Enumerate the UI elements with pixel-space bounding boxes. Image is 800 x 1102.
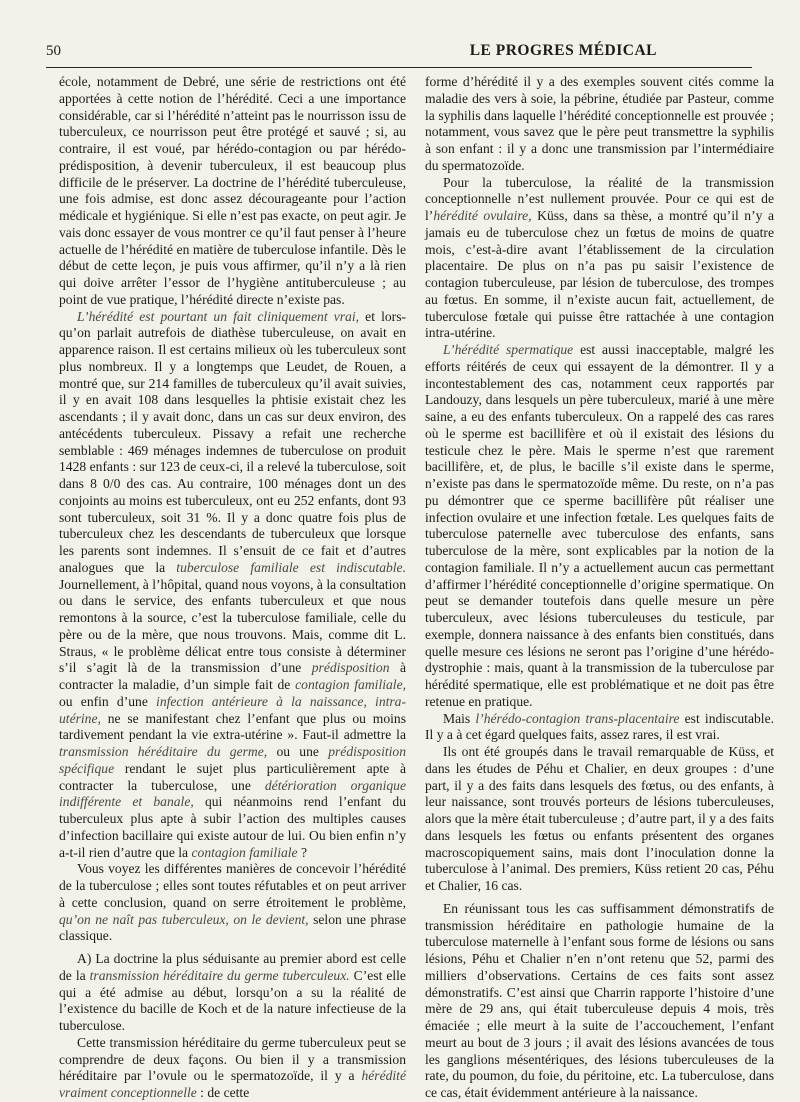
italic-phrase: prédisposition spécifique [59, 744, 406, 776]
italic-phrase: L’hérédité est pourtant un fait cliniquement vrai, [77, 308, 360, 324]
paragraph [59, 309, 406, 862]
text-run: ne se manifestant chez l’enfant que plus ou moins tardivement pendant la vie extra-utérine ». Faut-il admettre la [59, 710, 406, 743]
text-run: selon une phrase classique. [59, 911, 406, 944]
italic-phrase: tuberculose familiale est indiscutable. [176, 559, 406, 575]
italic-phrase: infection antérieure à la naissance, intra-utérine, [59, 693, 407, 726]
paragraph [425, 175, 774, 343]
text-run: Journellement, à l’hôpital, quand nous voyons, à la consultation ou dans le service, des enfants tuberculeux et que nous remontons à la source, c’est la tuberculose familiale, celle du père ou de la mère, que nous trouvons. Mais, comme dit L. Straus, « le problème délicat entre tous consiste à déterminer s’il s’agit là de la transmission d’une [59, 576, 406, 676]
text-run: C’est elle qui a été admise au début, lorsqu’on a su la réalité de l’existence du bacille de Koch et de la nature infectieuse de la tuberculose. [59, 967, 406, 1033]
text-run: ou enfin d’une [59, 693, 157, 709]
paragraph: En réunissant tous les cas suffisamment démonstratifs de transmission héréditaire en pathologie humaine de la tuberculose maternelle à l’enfant sous forme de lésions ou sans lésions, Péhu et Chalier n’en n’ont retenu que 52, parmi des milliers d’observations. Certains de ces faits sont assez démonstratifs. C’est ainsi que Charrin rapporte l’histoire d’une mère de 29 ans, qui était tuberculeuse depuis 4 mois, très émaciée ; elle meurt à la suite de l’accouchement, l’enfant meurt au bout de 3 jours ; il avait des lésions avancées de tous les ganglions mésentériques, des lésions tuberculeuses de la rate, du poumon, du foie, du péritoine, etc. La tuberculose, dans ce cas, était évidemment antérieure à la naissance. [425, 900, 774, 1100]
text-run: Mais [443, 710, 476, 726]
text-run: A) La doctrine la plus séduisante au premier abord est celle de la [59, 951, 406, 983]
text-run: est indiscutable. Il y a à cet égard quelques faits, assez rares, il est vrai. [425, 710, 774, 743]
page-header [46, 42, 752, 64]
italic-phrase: contagion familiale [191, 844, 298, 860]
text-run: rendant le sujet plus particulièrement apte à contracter la tuberculose, une [59, 760, 406, 793]
italic-phrase: transmission héréditaire du germe, [59, 744, 268, 759]
text-run: ? [297, 844, 308, 860]
italic-phrase: prédisposition [311, 660, 390, 676]
italic-phrase: détérioration organique indifférente et banale, [59, 777, 406, 810]
text-run: Küss, dans sa thèse, a montré qu’il n’y a jamais eu de tuberculose chez un fœtus de moins de quatre mois, c’est-à-dire avant l’établissement de la circulation placentaire. De plus on n’a pas pu saisir l’existence de contagion tuberculeuse, par lésion de tuberculose, des trompes au fœtus. En somme, il n’existe aucun fait, actuellement, de tuberculose fœtale qui puisse être rattachée à une contagion intra-utérine. [425, 208, 774, 341]
italic-phrase: contagion familiale, [295, 677, 406, 692]
italic-phrase: transmission héréditaire du germe tuberculeux. [89, 967, 350, 983]
paragraph [59, 1035, 406, 1102]
text-run: Pour la tuberculose, la réalité de la transmission conceptionnelle n’est nullement prouvée. Pour ce qui est de l’ [425, 174, 774, 223]
text-run: ou une [267, 744, 329, 759]
italic-phrase: l’hérédo-contagion trans-placentaire [475, 710, 680, 726]
paragraph: forme d’hérédité il y a des exemples souvent cités comme la maladie des vers à soie, la pébrine, étudiée par Pasteur, comme la syphilis dans laquelle l’hérédité conceptionnelle est prouvée ; notamment, vous savez que le père peut transmettre la syphilis à son enfant : il y a donc une transmission par l’intermédiaire du spermatozoïde. [425, 74, 774, 173]
header-rule [46, 67, 752, 68]
text-run: : de cette [196, 1085, 250, 1100]
paragraph [425, 342, 774, 711]
paragraph [59, 861, 406, 945]
paragraph [59, 951, 406, 1035]
paragraph [425, 711, 774, 745]
paragraph: école, notamment de Debré, une série de restrictions ont été apportées à cette notion de l’hérédité. Ceci a une importance considérable, car si l’hérédité n’atteint pas le nourrisson issu de tuberculeux, ce nourrisson peut être protégé et sauvé ; si, au contraire, il est voué, par hérédo-contagion ou par hérédo-prédisposition, à devenir tuberculeux, il est beaucoup plus difficile de le préserver. La doctrine de l’hérédité tuberculeuse, une fois admise, est donc assez décourageante pour l’action médicale et hygiénique. Si elle n’est pas exacte, on peut agir. Je vais donc essayer de vous montrer ce qu’il faut penser à l’heure actuelle de l’hérédité en matière de tuberculose infantile. Dès le début de cette leçon, je puis vous affirmer, qu’il n’y a là rien qui doive arrêter l’essor de l’hygiène antituberculeuse ; au point de vue pratique, l’hérédité directe n’existe pas. [59, 74, 406, 307]
page-number: 50 [46, 43, 61, 59]
italic-phrase: hérédité ovulaire, [433, 208, 532, 223]
text-run: Cette transmission héréditaire du germe tuberculeux peut se comprendre de deux façons. Ou bien il y a transmission héréditaire par l’ovule ou le spermatozoïde, il y a [59, 1034, 406, 1084]
journal-title: LE PROGRES MÉDICAL [469, 42, 657, 59]
italic-phrase: hérédité vraiment conceptionnelle [59, 1068, 406, 1100]
italic-phrase: L’hérédité spermatique [443, 342, 574, 357]
right-column [425, 74, 774, 1102]
text-run: et lors-qu’on parlait autrefois de diathèse tuberculeuse, on avait en apparence raison. Il est certains milieux où les tuberculeux sont plus nombreux. Il y a longtemps que Leudet, de Rouen, a montré que, sur 214 familles de tuberculeux qu’il avait suivies, il y en avait 108 dans lesquelles la phtisie existait chez les ascendants ; il y avait donc, dans un cas sur deux environ, des antécédents tuberculeux. Pissavy a refait une recherche semblable : 469 ménages indemnes de tuberculose on produit 1428 enfants : sur 123 de ceux-ci, il a relevé la tuberculose, soit dans 8 0/0 des cas. Au contraire, 100 ménages dont un des conjoints au moins est tuberculeux, ont eu 252 enfants, dont 93 sont tuberculeux, soit 31 %. Il y a donc quatre fois plus de tuberculeux chez les descendants de tuberculeux que lorsque les parents sont indemnes. Il s’ensuit de ce fait et d’autres analogues que la [59, 308, 407, 575]
text-run: Vous voyez les différentes manières de concevoir l’hérédité de la tuberculose ; elles sont toutes réfutables et on peut arriver à cette conclusion, quand on serre étroitement le problème, [59, 861, 406, 910]
text-run: à contracter la maladie, d’un simple fait de [59, 660, 406, 692]
paragraph: Ils ont été groupés dans le travail remarquable de Küss, et dans les études de Péhu et Chalier, en deux groupes : d’une part, il y a des faits dans lesquels des fœtus, ou des enfants, à leur naissance, sont trouvés porteurs de lésions tuberculeuses, alors que la mère était tuberculeuse ; d’autre part, il y a des faits dans lesquels les fœtus ou enfants présentent des organes macroscopiquement sains, mais dont l’inoculation donne la tuberculose à l’animal. Des premiers, Küss retient 20 cas, Péhu et Chalier, 16 cas. [425, 744, 774, 893]
text-run: qui néanmoins rend l’enfant du tuberculeux plus apte à subir l’action des multiples causes d’infection bacillaire qui existe autour de lui. Ou bien enfin n’y a-t-il rien d’autre que la [59, 794, 406, 860]
text-run: est aussi inacceptable, malgré les efforts réitérés de ceux qui essayent de la démontrer. Il y a incontestablement des cas, notamment ceux rapportés par Landouzy, dans lesquels un père tuberculeux, marié à une mère saine, a eu des enfants tuberculeux. On a rappelé des cas rares où le sperme est bacillifère et où il existait des lésions du testicule chez le père. Mais le sperme n’est que rarement bacillifère, et, de plus, le bacille s’il existe dans le sperme, n’existe pas dans le spermatozoïde même. Du reste, on n’a pas pu démontrer que ce sperme bacillifère pût réaliser une infection ovulaire et une infection fœtale. Les quelques faits de tuberculose paternelle avec tuberculose des enfants, sans tuberculose de la mère, sont explicables par la notion de la contagion familiale. Il n’y a actuellement aucun cas permettant d’affirmer l’hérédité conceptionnelle d’origine spermatique. On peut se demander toutefois dans quelle mesure un père tuberculeux, avec lésions tuberculeuses du testicule, par exemple, donnera naissance à des enfants bien constitués, dans quelle mesure ces lésions ne seront pas l’origine d’une hérédo-dystrophie : mais, quant à la transmission de la tuberculose par hérédité spermatique, elle est problématique et ne doit pas être retenue en pratique. [425, 342, 774, 709]
left-column [59, 74, 406, 1102]
italic-phrase: qu’on ne naît pas tuberculeux, on le devient, [59, 911, 309, 927]
